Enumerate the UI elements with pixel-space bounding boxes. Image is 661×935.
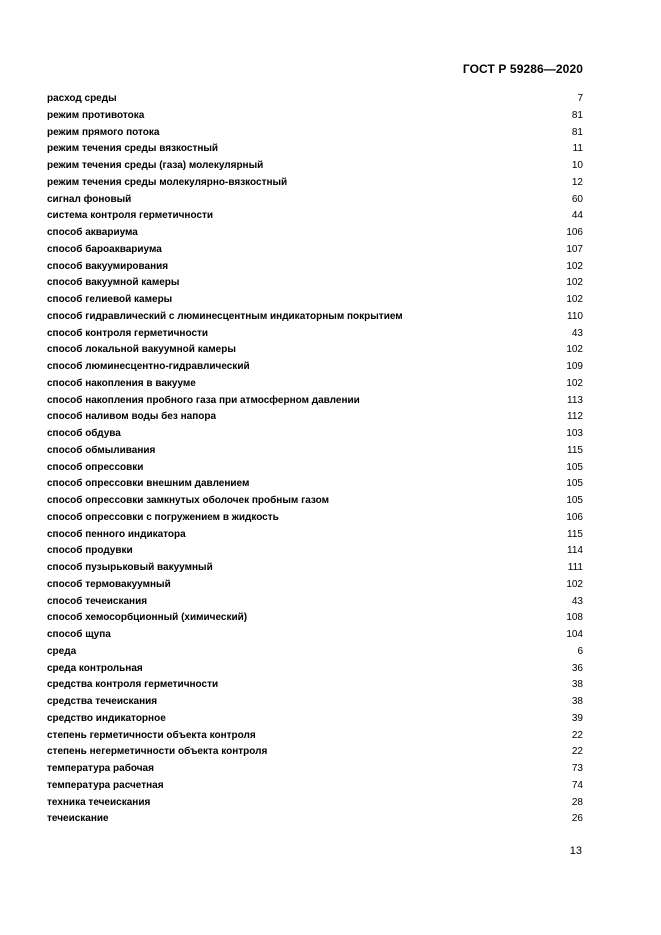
index-page-reference: 10 <box>571 160 583 171</box>
page-number: 13 <box>569 845 582 857</box>
index-page-reference: 81 <box>571 109 583 121</box>
index-entry <box>47 694 583 711</box>
index-term: способ пенного индикатора <box>47 528 186 540</box>
index-page-reference: 115 <box>567 444 583 456</box>
index-term: способ локальной вакуумной камеры <box>47 344 236 356</box>
index-page-reference: 38 <box>571 679 583 691</box>
index-entry <box>47 175 583 192</box>
index-entry <box>47 711 583 728</box>
index-page-reference: 36 <box>571 662 583 674</box>
index-entry <box>47 141 583 158</box>
index-term: способ гидравлический с люминесцентным индикаторным покрытием <box>47 310 403 322</box>
index-entry <box>47 342 583 359</box>
index-page-reference: 112 <box>567 411 583 423</box>
index-term: способ вакуумирования <box>47 260 169 272</box>
index-term: способ бароаквариума <box>47 243 162 255</box>
index-term: способ опрессовки с погружением в жидкость <box>47 511 279 523</box>
index-entry <box>47 510 583 527</box>
index-page-reference: 115 <box>567 528 583 540</box>
index-entry <box>47 426 583 443</box>
index-term: способ люминесцентно-гидравлический <box>47 361 250 372</box>
index-term: режим течения среды вязкостный <box>47 143 219 155</box>
index-term: способ вакуумной камеры <box>47 277 180 289</box>
index-term: степень негерметичности объекта контроля <box>47 746 268 758</box>
index-entry <box>47 644 583 661</box>
index-entry <box>47 460 583 477</box>
index-term: режим течения среды молекулярно-вязкостный <box>47 176 288 188</box>
index-entry <box>47 309 583 326</box>
index-entry <box>47 443 583 460</box>
index-entry <box>47 359 583 376</box>
index-term: система контроля герметичности <box>47 210 214 222</box>
index-entry <box>47 259 583 276</box>
index-page-reference: 26 <box>571 813 583 825</box>
index-page-reference: 102 <box>566 344 583 356</box>
index-page-reference: 81 <box>571 126 583 138</box>
alphabetical-index <box>47 91 583 828</box>
index-page-reference: 28 <box>571 796 583 808</box>
index-term: способ накопления пробного газа при атмосферном давлении <box>47 394 360 406</box>
index-term: способ аквариума <box>47 227 138 238</box>
index-page-reference: 113 <box>567 394 583 406</box>
index-entry <box>47 409 583 426</box>
index-page-reference: 105 <box>566 478 583 490</box>
index-entry <box>47 208 583 225</box>
index-entry <box>47 744 583 761</box>
index-entry <box>47 493 583 510</box>
index-entry <box>47 594 583 611</box>
index-page-reference: 114 <box>567 545 583 557</box>
index-term: режим противотока <box>47 109 145 121</box>
index-page-reference: 106 <box>566 511 583 523</box>
index-term: способ наливом воды без напора <box>47 411 217 423</box>
index-page-reference: 22 <box>571 746 583 758</box>
index-page-reference: 105 <box>566 461 583 473</box>
index-page-reference: 103 <box>566 428 583 439</box>
index-entry <box>47 292 583 309</box>
index-entry <box>47 811 583 828</box>
index-entry <box>47 527 583 544</box>
index-entry <box>47 158 583 175</box>
index-entry <box>47 275 583 292</box>
index-entry <box>47 108 583 125</box>
index-entry <box>47 795 583 812</box>
index-page-reference: 44 <box>571 210 583 222</box>
index-page-reference: 107 <box>566 243 583 255</box>
index-page-reference: 38 <box>571 696 583 707</box>
index-entry <box>47 242 583 259</box>
index-page-reference: 60 <box>571 193 583 205</box>
index-term: техника течеискания <box>47 796 151 808</box>
index-page-reference: 110 <box>567 310 583 322</box>
index-entry <box>47 125 583 142</box>
index-page-reference: 6 <box>577 645 583 657</box>
index-entry <box>47 661 583 678</box>
document-code-header: ГОСТ Р 59286—2020 <box>462 62 583 76</box>
index-entry <box>47 761 583 778</box>
index-term: способ опрессовки <box>47 461 144 473</box>
index-page-reference: 11 <box>572 143 583 155</box>
index-term: способ обмыливания <box>47 444 156 456</box>
index-term: расход среды <box>47 93 117 104</box>
index-term: сигнал фоновый <box>47 193 132 205</box>
index-term: средства контроля герметичности <box>47 679 219 691</box>
index-page-reference: 73 <box>571 763 583 774</box>
index-entry <box>47 376 583 393</box>
index-page-reference: 106 <box>566 227 583 238</box>
index-page-reference: 102 <box>566 377 583 389</box>
index-entry <box>47 326 583 343</box>
index-entry <box>47 677 583 694</box>
index-term: способ опрессовки замкнутых оболочек пробным газом <box>47 495 330 506</box>
index-entry <box>47 560 583 577</box>
index-page-reference: 22 <box>571 729 583 741</box>
index-page-reference: 102 <box>566 260 583 272</box>
index-page-reference: 43 <box>571 595 583 607</box>
index-term: степень герметичности объекта контроля <box>47 729 256 741</box>
index-entry <box>47 627 583 644</box>
index-term: способ течеискания <box>47 595 148 607</box>
index-term: средство индикаторное <box>47 712 166 724</box>
index-page-reference: 111 <box>567 562 583 573</box>
index-term: способ контроля герметичности <box>47 327 209 339</box>
index-term: способ термовакуумный <box>47 578 171 590</box>
index-page-reference: 7 <box>577 93 583 104</box>
index-entry <box>47 91 583 108</box>
index-entry <box>47 778 583 795</box>
index-term: способ щупа <box>47 629 111 640</box>
index-page-reference: 102 <box>566 294 583 305</box>
index-entry <box>47 393 583 410</box>
index-entry <box>47 577 583 594</box>
index-term: способ опрессовки внешним давлением <box>47 478 250 490</box>
index-term: температура рабочая <box>47 763 154 774</box>
index-term: способ обдува <box>47 428 121 439</box>
index-page-reference: 104 <box>566 629 583 640</box>
index-page-reference: 12 <box>571 176 583 188</box>
index-term: способ пузырьковый вакуумный <box>47 562 213 573</box>
index-entry <box>47 476 583 493</box>
index-page-reference: 102 <box>566 277 583 289</box>
index-term: среда контрольная <box>47 662 143 674</box>
index-term: среда <box>47 645 77 657</box>
index-term: температура расчетная <box>47 779 164 791</box>
index-term: режим течения среды (газа) молекулярный <box>47 160 264 171</box>
index-entry <box>47 728 583 745</box>
index-page-reference: 105 <box>566 495 583 506</box>
index-page-reference: 108 <box>566 612 583 624</box>
index-term: способ гелиевой камеры <box>47 294 173 305</box>
index-term: способ накопления в вакууме <box>47 377 196 389</box>
index-entry <box>47 610 583 627</box>
index-entry <box>47 225 583 242</box>
index-page-reference: 39 <box>571 712 583 724</box>
index-term: способ продувки <box>47 545 133 557</box>
index-entry <box>47 543 583 560</box>
index-entry <box>47 192 583 209</box>
index-page-reference: 102 <box>566 578 583 590</box>
index-term: течеискание <box>47 813 109 825</box>
index-term: средства течеискания <box>47 696 158 707</box>
index-term: способ хемосорбционный (химический) <box>47 612 248 624</box>
index-page-reference: 43 <box>571 327 583 339</box>
index-page-reference: 109 <box>566 361 583 372</box>
index-term: режим прямого потока <box>47 126 160 138</box>
index-page-reference: 74 <box>571 779 583 791</box>
